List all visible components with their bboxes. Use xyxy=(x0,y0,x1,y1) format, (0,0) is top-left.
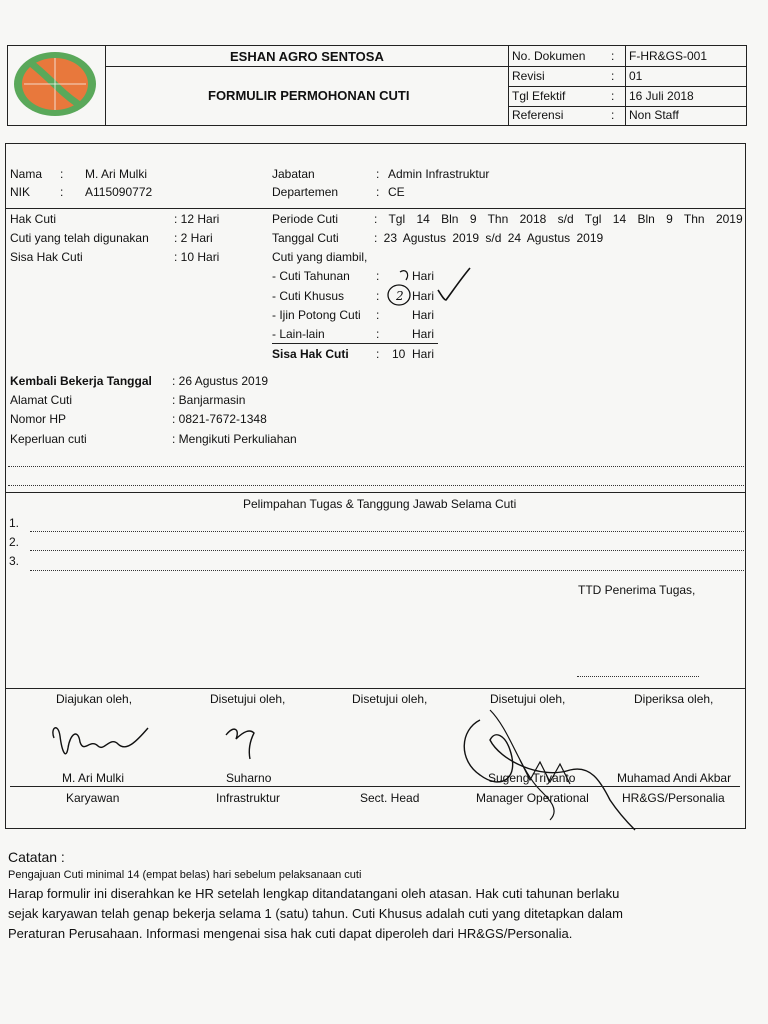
colon: : xyxy=(611,49,615,63)
tanggal-label: Tanggal Cuti xyxy=(272,231,339,245)
notes-line: Harap formulir ini diserahkan ke HR setelah lengkap ditandatangani oleh atasan. Hak cuti tahunan berlaku xyxy=(8,886,620,901)
type-label: - Cuti Tahunan xyxy=(272,269,350,283)
type-unit: Hari xyxy=(412,327,435,341)
signatory-name: Sugeng Triyanto xyxy=(488,771,576,785)
used-value: : 2 Hari xyxy=(174,231,213,245)
delegation-item-number: 3. xyxy=(9,554,20,568)
type-label: - Cuti Khusus xyxy=(272,289,345,303)
dotted-line xyxy=(30,550,744,551)
signatory-position: HR&GS/Personalia xyxy=(622,791,725,805)
jabatan-label: Jabatan xyxy=(272,167,315,181)
delegation-title: Pelimpahan Tugas & Tanggung Jawab Selama Cuti xyxy=(243,497,517,511)
type-unit: Hari xyxy=(412,269,435,283)
dotted-line xyxy=(8,466,744,467)
jabatan-value: Admin Infrastruktur xyxy=(388,167,490,181)
divider xyxy=(105,45,106,126)
meta-value: F-HR&GS-001 xyxy=(629,49,708,63)
signature-role: Disetujui oleh, xyxy=(352,692,428,706)
employee-name: M. Ari Mulki xyxy=(85,167,148,181)
meta-value: Non Staff xyxy=(629,108,679,122)
signature-karyawan xyxy=(40,708,160,768)
signature-dotted-line xyxy=(577,676,699,677)
notes-line: sejak karyawan telah genap bekerja selama 1 (satu) tahun. Cuti Khusus adalah cuti yang ditetapkan dalam xyxy=(8,906,623,921)
notes-line: Peraturan Perusahaan. Informasi mengenai sisa hak cuti dapat diperoleh dari HR&GS/Personalia. xyxy=(8,926,573,941)
type-unit: Hari xyxy=(412,308,435,322)
type-label: - Lain-lain xyxy=(272,327,325,341)
hp-value: : 0821-7672-1348 xyxy=(172,412,267,426)
dotted-line xyxy=(30,531,744,532)
periode-label: Periode Cuti xyxy=(272,212,339,226)
sisa2-label: Sisa Hak Cuti xyxy=(272,347,349,361)
colon: : xyxy=(376,327,380,341)
meta-label: No. Dokumen xyxy=(512,49,586,63)
alamat-label: Alamat Cuti xyxy=(10,393,73,407)
dotted-line xyxy=(30,570,744,571)
diambil-label: Cuti yang diambil, xyxy=(272,250,368,264)
signature-role: Diajukan oleh, xyxy=(56,692,133,706)
divider xyxy=(272,343,438,344)
delegation-item-number: 2. xyxy=(9,535,20,549)
signatory-position: Manager Operational xyxy=(476,791,589,805)
form-title: FORMULIR PERMOHONAN CUTI xyxy=(208,88,410,103)
name-label: Nama xyxy=(10,167,43,181)
signature-role: Diperiksa oleh, xyxy=(634,692,714,706)
kembali-value: : 26 Agustus 2019 xyxy=(172,374,269,388)
meta-value: 01 xyxy=(629,69,643,83)
signatory-position: Sect. Head xyxy=(360,791,420,805)
type-value: 2 xyxy=(396,289,404,303)
signature-manager xyxy=(450,690,640,835)
signature-line xyxy=(10,786,740,787)
type-unit: Hari xyxy=(412,289,435,303)
sisa-value: : 10 Hari xyxy=(174,250,220,264)
hak-cuti-value: : 12 Hari xyxy=(174,212,220,226)
colon: : xyxy=(376,269,380,283)
periode-value: : Tgl 14 Bln 9 Thn 2018 s/d Tgl 14 Bln 9 Thn 2019 xyxy=(374,212,743,226)
signature-role: Disetujui oleh, xyxy=(490,692,566,706)
tanggal-value: : 23 Agustus 2019 s/d 24 Agustus 2019 xyxy=(374,231,604,245)
departemen-value: CE xyxy=(388,185,405,199)
divider xyxy=(5,492,746,493)
signature-infrastruktur xyxy=(220,715,270,765)
notes-line: Pengajuan Cuti minimal 14 (empat belas) hari sebelum pelaksanaan cuti xyxy=(8,869,362,881)
divider xyxy=(5,688,746,689)
signatory-position: Infrastruktur xyxy=(216,791,281,805)
alamat-value: : Banjarmasin xyxy=(172,393,246,407)
sisa2-unit: Hari xyxy=(412,347,435,361)
ttd-penerima-label: TTD Penerima Tugas, xyxy=(578,583,696,597)
colon: : xyxy=(376,185,380,199)
divider xyxy=(508,66,747,67)
hak-cuti-label: Hak Cuti xyxy=(10,212,57,226)
signatory-name: M. Ari Mulki xyxy=(62,771,125,785)
divider xyxy=(508,86,747,87)
signatory-position: Karyawan xyxy=(66,791,120,805)
company-logo xyxy=(12,50,98,123)
divider xyxy=(508,106,747,107)
dotted-line xyxy=(8,485,744,486)
signatory-name: Muhamad Andi Akbar xyxy=(617,771,732,785)
signatory-name: Suharno xyxy=(226,771,272,785)
meta-label: Referensi xyxy=(512,108,564,122)
colon: : xyxy=(611,108,615,122)
colon: : xyxy=(376,289,380,303)
keperluan-value: : Mengikuti Perkuliahan xyxy=(172,432,297,446)
colon: : xyxy=(376,347,380,361)
colon: : xyxy=(611,69,615,83)
type-label: - Ijin Potong Cuti xyxy=(272,308,361,322)
kembali-label: Kembali Bekerja Tanggal xyxy=(10,374,152,388)
used-label: Cuti yang telah digunakan xyxy=(10,231,149,245)
divider xyxy=(105,66,508,67)
keperluan-label: Keperluan cuti xyxy=(10,432,87,446)
departemen-label: Departemen xyxy=(272,185,339,199)
colon: : xyxy=(376,167,380,181)
company-name: ESHAN AGRO SENTOSA xyxy=(230,49,384,64)
meta-label: Tgl Efektif xyxy=(512,89,566,103)
signature-role: Disetujui oleh, xyxy=(210,692,286,706)
delegation-item-number: 1. xyxy=(9,516,20,530)
colon: : xyxy=(60,167,64,181)
hp-label: Nomor HP xyxy=(10,412,67,426)
colon: : xyxy=(611,89,615,103)
meta-label: Revisi xyxy=(512,69,545,83)
nik-label: NIK xyxy=(10,185,31,199)
divider xyxy=(5,208,746,209)
meta-value: 16 Juli 2018 xyxy=(629,89,694,103)
colon: : xyxy=(376,308,380,322)
colon: : xyxy=(60,185,64,199)
sisa2-value: 10 xyxy=(392,347,406,361)
handwritten-marks xyxy=(380,262,480,312)
sisa-label: Sisa Hak Cuti xyxy=(10,250,83,264)
employee-nik: A115090772 xyxy=(85,185,153,199)
notes-title: Catatan : xyxy=(8,849,65,865)
